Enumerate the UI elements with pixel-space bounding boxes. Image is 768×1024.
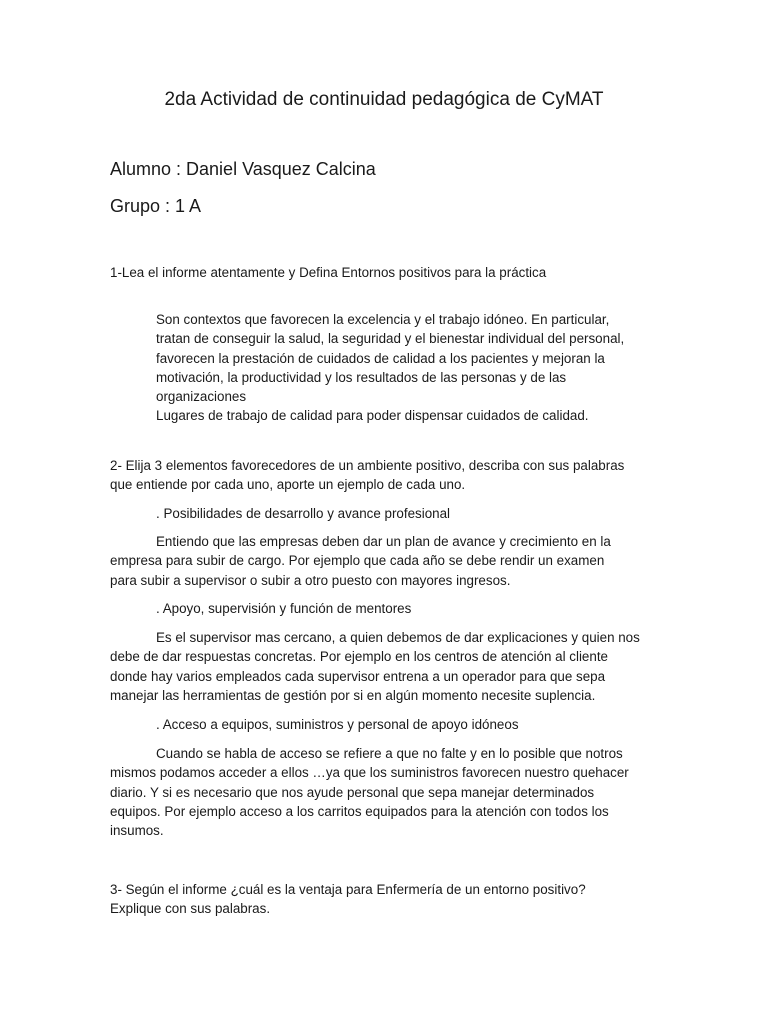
question-1: 1-Lea el informe atentamente y Defina Entornos positivos para la práctica: [110, 265, 547, 280]
item-3-line: mismos podamos acceder a ellos …ya que los suministros favorecen nuestro quehacer: [110, 765, 629, 781]
answer-1-line: organizaciones: [156, 389, 247, 405]
document-title: 2da Actividad de continuidad pedagógica de CyMAT: [164, 89, 604, 110]
item-2-text: [110, 628, 660, 705]
question-3-line: 3- Según el informe ¿cuál es la ventaja para Enfermería de un entorno positivo?: [110, 882, 586, 897]
item-2-heading: . Apoyo, supervisión y función de mentores: [156, 601, 412, 616]
item-1-line: Entiendo que las empresas deben dar un plan de avance y crecimiento en la: [156, 534, 611, 549]
question-3-line: Explique con sus palabras.: [110, 901, 271, 917]
student-name: Alumno : Daniel Vasquez Calcina: [110, 159, 376, 179]
item-3-line: Cuando se habla de acceso se refiere a que no falte y en lo posible que notros: [156, 746, 623, 761]
answer-1-line: motivación, la productividad y los resultados de las personas y de las: [156, 369, 567, 385]
answer-1-line: Son contextos que favorecen la excelencia y el trabajo idóneo. En particular,: [156, 312, 610, 327]
item-2-line: Es el supervisor mas cercano, a quien debemos de dar explicaciones y quien nos: [156, 630, 640, 645]
question-3: [110, 880, 670, 919]
item-3-text: [110, 744, 660, 840]
answer-1: [156, 310, 666, 426]
answer-1-line: Lugares de trabajo de calidad para poder dispensar cuidados de calidad.: [156, 408, 589, 424]
item-2-line: manejar las herramientas de gestión por si en algún momento necesite suplencia.: [110, 687, 596, 703]
item-1-line: empresa para subir de cargo. Por ejemplo que cada año se debe rendir un examen: [110, 553, 605, 569]
question-2-line: 2- Elija 3 elementos favorecedores de un ambiente positivo, describa con sus palabras: [110, 458, 625, 473]
answer-1-line: tratan de conseguir la salud, la seguridad y el bienestar individual del personal,: [156, 331, 625, 347]
student-group: Grupo : 1 A: [110, 196, 202, 216]
item-2-line: donde hay varios empleados cada supervisor entrena a un operador para que sepa: [110, 668, 606, 684]
item-3-line: equipos. Por ejemplo acceso a los carritos equipados para la atención con todos los: [110, 803, 609, 819]
item-1-heading: . Posibilidades de desarrollo y avance profesional: [156, 506, 451, 521]
question-2: [110, 456, 670, 495]
item-1-line: para subir a supervisor o subir a otro puesto con mayores ingresos.: [110, 572, 511, 588]
question-2-line: que entiende por cada uno, aporte un ejemplo de cada uno.: [110, 477, 466, 493]
item-2-line: debe de dar respuestas concretas. Por ejemplo en los centros de atención al cliente: [110, 649, 608, 665]
answer-1-line: favorecen la prestación de cuidados de calidad a los pacientes y mejoran la: [156, 350, 605, 366]
item-3-line: insumos.: [110, 823, 164, 839]
item-3-heading: . Acceso a equipos, suministros y personal de apoyo idóneos: [156, 717, 519, 732]
item-3-line: diario. Y si es necesario que nos ayude personal que sepa manejar determinados: [110, 784, 595, 800]
item-1-text: [110, 532, 660, 590]
